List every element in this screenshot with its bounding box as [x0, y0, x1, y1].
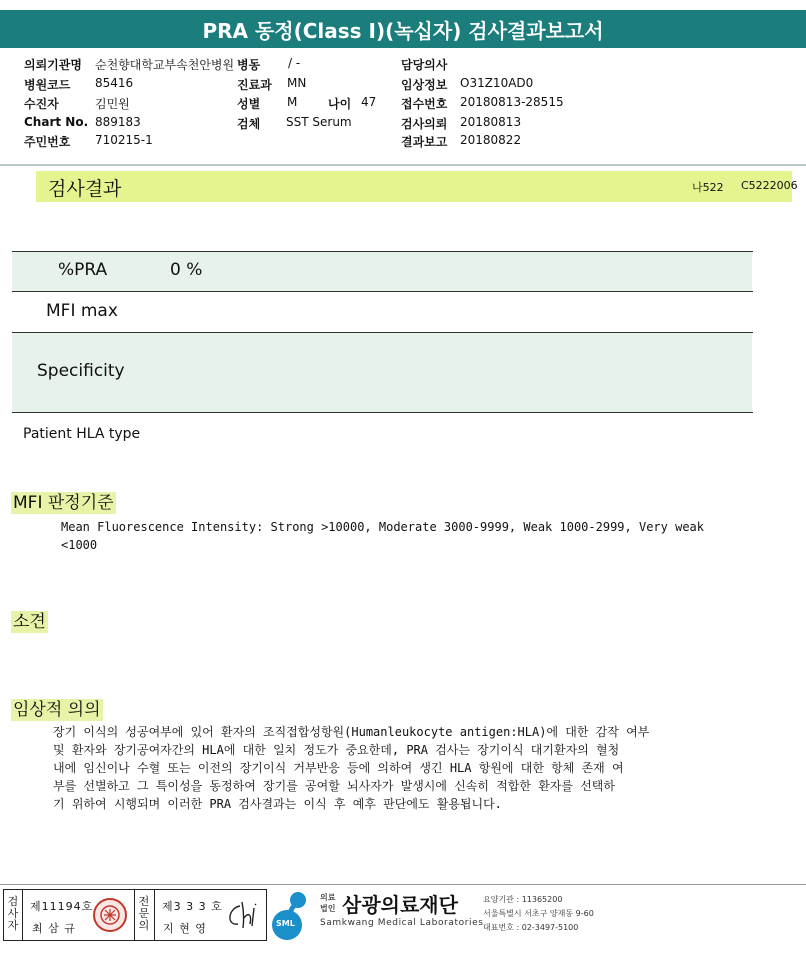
- result-report-value: 20180822: [460, 133, 522, 147]
- dept-label: 진료과: [237, 78, 272, 92]
- specialist-name: 지 현 영: [163, 922, 207, 935]
- lab-logo-badge: SML: [276, 919, 295, 928]
- opinion-heading: 소견: [13, 612, 46, 632]
- examiner-seal-icon: [92, 897, 128, 933]
- resident-value: 710215-1: [95, 133, 153, 147]
- sex-value: M: [287, 95, 298, 109]
- clinical-heading: 임상적 의의: [13, 700, 101, 720]
- info-row-4: [0, 115, 806, 133]
- clinical-line-3: 내에 임신이나 수혈 또는 이전의 장기이식 거부반응 등에 의하여 생긴 HLA 항원에 대한 항체 존재 여: [53, 761, 624, 775]
- specialist-signature-icon: [222, 898, 262, 932]
- request-label: 검사의뢰: [401, 117, 448, 131]
- result-section-band: [36, 171, 798, 202]
- clinical-text: [53, 723, 649, 813]
- specimen-label: 검체: [237, 117, 261, 131]
- lab-kind-1: 의료: [320, 893, 336, 902]
- pra-row: [12, 252, 752, 291]
- specificity-label: Specificity: [37, 361, 125, 381]
- lab-phone: 대표번호 : 02-3497-5100: [483, 923, 579, 932]
- hospital-label: 의뢰기관명: [24, 58, 82, 72]
- hospital-value: 순천향대학교부속천안병원: [95, 58, 235, 72]
- specimen-value: SST Serum: [286, 115, 352, 129]
- lab-name: 삼광의료재단: [342, 893, 458, 917]
- ward-value: / -: [288, 56, 301, 70]
- result-section-title: 검사결과: [48, 178, 122, 200]
- pra-label: %PRA: [58, 260, 108, 280]
- lab-block: [270, 888, 600, 944]
- specificity-row: [12, 333, 752, 412]
- dept-value: MN: [287, 76, 307, 90]
- report-title: PRA 동정(Class I)(녹십자) 검사결과보고서: [0, 10, 806, 48]
- patient-value: 김민원: [95, 97, 130, 111]
- specialist-vertical-label: 전 문 의: [138, 895, 150, 932]
- lab-logo-icon: [270, 890, 316, 940]
- examiner-vertical-label: 검 사 자: [7, 895, 19, 932]
- info-row-2: [0, 76, 806, 94]
- signature-box: [3, 889, 267, 941]
- receipt-label: 접수번호: [401, 97, 448, 111]
- receipt-value: 20180813-28515: [460, 95, 564, 109]
- info-row-1: [0, 56, 806, 74]
- chart-label: Chart No.: [24, 115, 89, 129]
- info-row-3: [0, 95, 806, 113]
- clinical-line-2: 및 환자와 장기공여자간의 HLA에 대한 일치 정도가 중요한데, PRA 검사는 장기이식 대기환자의 혈청: [53, 743, 620, 757]
- sex-label: 성별: [237, 97, 261, 111]
- age-label: 나이: [328, 97, 352, 111]
- chart-value: 889183: [95, 115, 141, 129]
- lab-registration: 요양기관 : 11365200: [483, 895, 563, 904]
- result-code-1: 나522: [692, 181, 724, 194]
- clinical-line-5: 기 위하여 시행되며 이러한 PRA 검사결과는 이식 후 예후 판단에도 활용됩니다.: [53, 797, 502, 811]
- ward-label: 병동: [237, 58, 261, 72]
- examiner-license: 제11194호: [30, 900, 94, 913]
- mfi-criteria-line-2: <1000: [61, 538, 98, 552]
- examiner-name: 최 삼 규: [32, 922, 76, 935]
- clinical-line-1: 장기 이식의 성공여부에 있어 환자의 조직접합성항원(Humanleukocyte antigen:HLA)에 대한 감작 여부: [53, 725, 650, 739]
- lab-name-en: Samkwang Medical Laboratories: [320, 918, 484, 928]
- info-divider: [0, 164, 806, 166]
- resident-label: 주민번호: [24, 135, 71, 149]
- hla-type-label: Patient HLA type: [23, 426, 141, 442]
- clinical-value: O31Z10AD0: [460, 76, 534, 90]
- hospital-code-label: 병원코드: [24, 78, 71, 92]
- doctor-label: 담당의사: [401, 58, 448, 72]
- mfi-row: [12, 292, 752, 332]
- info-row-5: [0, 133, 806, 151]
- pra-value: 0 %: [170, 260, 203, 280]
- lab-address: 서울특별시 서초구 양재동 9-60: [483, 909, 594, 918]
- table-bottom-rule: [12, 412, 753, 413]
- lab-kind-2: 법인: [320, 904, 336, 913]
- mfi-criteria-heading: MFI 판정기준: [13, 493, 114, 513]
- specialist-license: 제3 3 3 호: [162, 900, 223, 913]
- mfi-label: MFI max: [46, 301, 118, 321]
- request-value: 20180813: [460, 115, 522, 129]
- patient-label: 수진자: [24, 97, 59, 111]
- age-value: 47: [361, 95, 377, 109]
- clinical-line-4: 부를 선별하고 그 특이성을 동정하여 장기를 공여할 뇌사자가 발생시에 신속히 적합한 환자를 선택하: [53, 779, 615, 793]
- footer-divider: [0, 884, 806, 885]
- hospital-code-value: 85416: [95, 76, 134, 90]
- result-code-2: C5222006: [741, 179, 798, 192]
- result-report-label: 결과보고: [401, 135, 448, 149]
- clinical-label: 임상정보: [401, 78, 448, 92]
- mfi-criteria-line-1: Mean Fluorescence Intensity: Strong >10000, Moderate 3000-9999, Weak 1000-2999, Very weak: [61, 520, 704, 534]
